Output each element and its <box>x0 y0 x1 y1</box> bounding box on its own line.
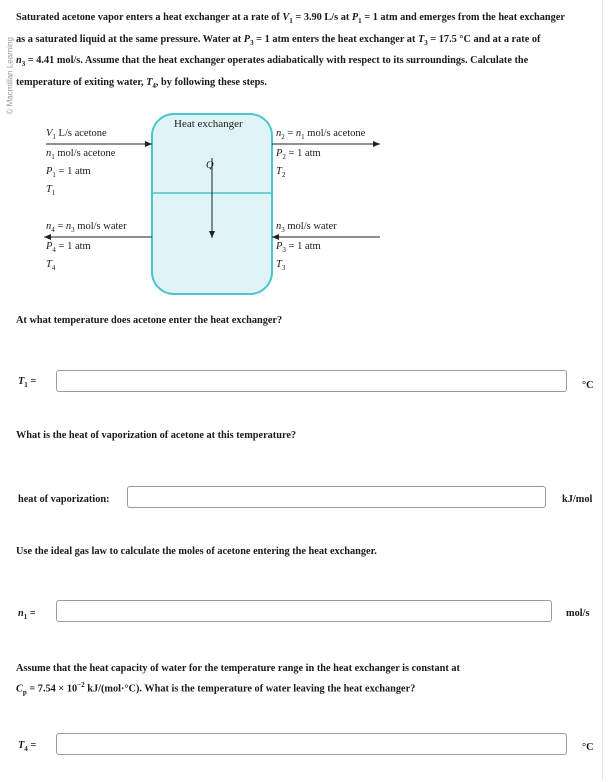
water-out-moles-label: $n_4 = n_3$ mol/s water <box>46 221 127 235</box>
t4-unit: °C <box>582 742 594 753</box>
inlet-volume-label: $V_1$ L/s acetone <box>46 128 107 142</box>
q-label: Q <box>206 160 214 171</box>
n1-label: $n_1$ = <box>18 608 36 622</box>
question-3: Use the ideal gas law to calculate the moles of acetone entering the heat exchanger. <box>16 546 377 557</box>
heat-exchanger-diagram <box>0 108 614 298</box>
heat-vaporization-input[interactable] <box>127 486 546 508</box>
question-1: At what temperature does acetone enter the heat exchanger? <box>16 315 283 326</box>
v1-symbol: V <box>282 12 290 23</box>
n1-input[interactable] <box>56 600 552 622</box>
inlet-pressure-label: $P_1 = 1$ atm <box>46 166 91 180</box>
heat-vaporization-unit: kJ/mol <box>562 494 593 505</box>
water-out-pressure-label: $P_4 = 1$ atm <box>46 241 91 255</box>
t1-input[interactable] <box>56 370 567 392</box>
outlet-temp-label: $T_2$ <box>276 166 286 180</box>
exchanger-title: Heat exchanger <box>174 118 243 130</box>
inlet-temp-label: $T_1$ <box>46 184 56 198</box>
n1-unit: mol/s <box>566 608 590 619</box>
t4-input[interactable] <box>56 733 567 755</box>
t1-unit: °C <box>582 380 594 391</box>
water-in-moles-label: $n_3$ mol/s water <box>276 221 337 235</box>
water-out-temp-label: $T_4$ <box>46 259 56 273</box>
outlet-pressure-label: $P_2 = 1$ atm <box>276 148 321 162</box>
water-in-pressure-label: $P_3 = 1$ atm <box>276 241 321 255</box>
question-2: What is the heat of vaporization of acetone at this temperature? <box>16 430 297 441</box>
heat-vaporization-label: heat of vaporization: <box>18 494 110 505</box>
outlet-moles-label: $n_2 = n_1$ mol/s acetone <box>276 128 366 142</box>
question-4: Assume that the heat capacity of water for the temperature range in the heat exchanger is constant at $C_p = 7.54 \times 10^{-2}$ kJ/(mol·°C). What is the temperature of water leaving the heat exchanger? <box>16 663 460 697</box>
water-in-temp-label: $T_3$ <box>276 259 286 273</box>
watermark: © Macmillan Learning <box>5 37 15 115</box>
t1-label: $T_1$ = <box>18 376 37 390</box>
problem-statement: Saturated acetone vapor enters a heat exchanger at a rate of $V_1 = 3.90$ L/s at $P_1 = 1$ atm and emerges from the heat exchanger as a saturated liquid at the same pressure. Water at $P_3 = 1$ atm enters the heat exchanger at $T_3 = 17.5$ °C and at a rate of $n_3 = 4.41$ mol/s. Assume that the heat exchanger operates adiabatically with respect to its surroundings. Calculate the temperature of exiting water, $T_4$, by following these steps. <box>16 12 565 90</box>
t4-label: $T_4$ = <box>18 740 37 754</box>
inlet-moles-label: $n_1$ mol/s acetone <box>46 148 116 162</box>
